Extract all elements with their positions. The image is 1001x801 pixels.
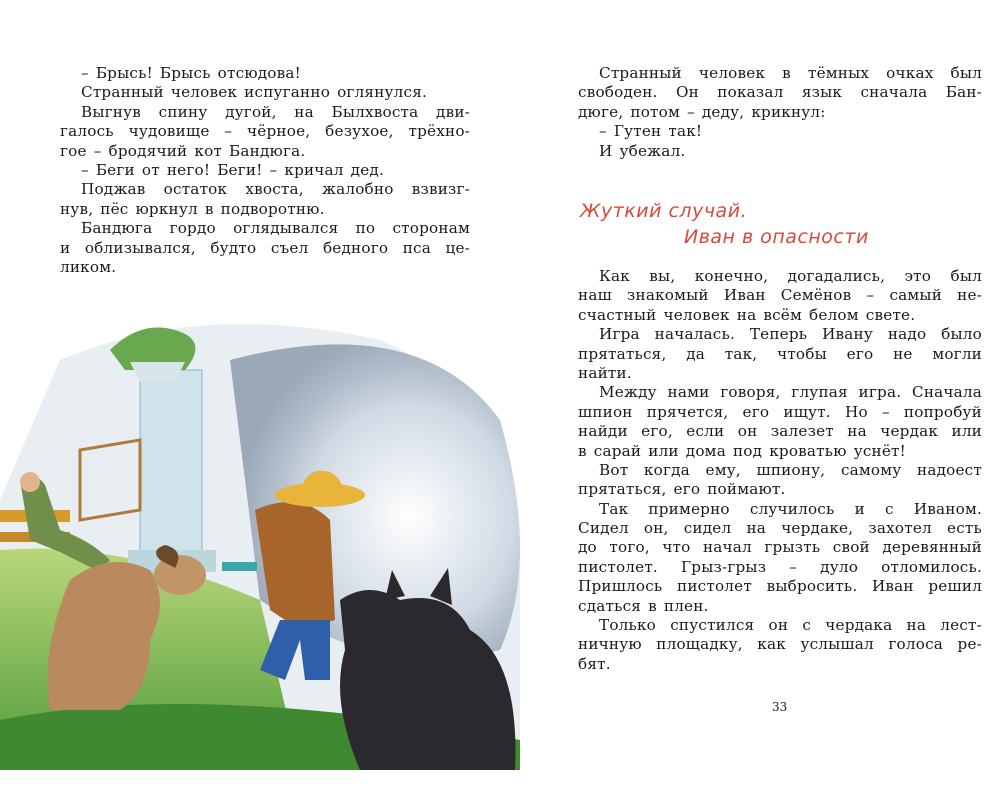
paragraph <box>578 500 982 616</box>
paragraph <box>60 161 470 180</box>
illustration <box>0 300 522 770</box>
paragraph <box>578 64 982 122</box>
text-line: дюге, потом – деду, крикнул: <box>578 102 826 121</box>
paragraph <box>578 325 982 383</box>
paragraph <box>578 383 982 461</box>
paragraph <box>60 103 470 161</box>
text-line: и облизывался, будто съел бедного пса це- <box>60 238 470 257</box>
text-line: наш знакомый Иван Семёнов – самый не- <box>578 286 982 305</box>
text-line: найти. <box>578 363 632 382</box>
paragraph <box>60 64 470 83</box>
paragraph <box>578 142 982 161</box>
text-line: Бандюга гордо оглядывался по сторонам <box>81 219 470 238</box>
text-line: Между нами говоря, глупая игра. Сначала <box>599 383 982 402</box>
stone-pillar <box>140 370 202 560</box>
text-line: Пришлось пистолет выбросить. Иван решил <box>578 577 982 596</box>
text-line: сдаться в плен. <box>578 596 709 615</box>
chapter-heading-line2: Иван в опасности <box>684 226 869 248</box>
text-line: прятаться, да так, чтобы его не могли <box>578 344 982 363</box>
paragraph <box>578 122 982 141</box>
text-line: счастный человек на всём белом свете. <box>578 305 916 324</box>
page-number: 33 <box>772 700 788 714</box>
paragraph <box>60 83 470 102</box>
text-line: ликом. <box>60 257 117 276</box>
text-line: Выгнув спину дугой, на Былхвоста дви- <box>81 102 470 121</box>
toy-gun <box>222 562 257 571</box>
text-line: свободен. Он показал язык сначала Бан- <box>578 83 982 102</box>
text-line: И убежал. <box>599 141 686 160</box>
chapter-heading-line1: Жуткий случай. <box>580 200 748 222</box>
text-line: Вот когда ему, шпиону, самому надоест <box>599 460 982 479</box>
paragraph <box>578 267 982 325</box>
text-line: Странный человек испуганно оглянулся. <box>81 83 428 102</box>
text-line: до того, что начал грызть свой деревянный <box>578 538 982 557</box>
text-line: пистолет. Грыз-грыз – дуло отломилось. <box>578 557 982 576</box>
text-line: Игра началась. Теперь Ивану надо было <box>599 325 982 344</box>
text-line: Поджав остаток хвоста, жалобно взвизг- <box>81 180 470 199</box>
paragraph <box>578 461 982 500</box>
text-line: Странный человек в тёмных очках был <box>599 64 982 82</box>
text-line: прятаться, его поймают. <box>578 480 786 499</box>
text-line: ничную площадку, как услышал голоса ре- <box>578 635 982 654</box>
text-line: гое – бродячий кот Бандюга. <box>60 141 306 160</box>
text-line: найди его, если он залезет на чердак или <box>578 422 982 441</box>
text-line: шпион прячется, его ищут. Но – попробуй <box>578 402 982 421</box>
text-line: – Беги от него! Беги! – кричал дед. <box>81 160 384 179</box>
paragraph <box>578 616 982 674</box>
text-line: – Брысь! Брысь отсюдова! <box>81 64 301 82</box>
text-line: в сарай или дома под кроватью уснёт! <box>578 441 906 460</box>
paragraph <box>60 180 470 219</box>
paragraph <box>60 219 470 277</box>
text-line: Сидел он, сидел на чердаке, захотел есть <box>578 519 982 538</box>
text-line: галось чудовище – чёрное, безухое, трёхно- <box>60 122 470 141</box>
text-line: бят. <box>578 654 611 673</box>
left-page-text <box>60 64 470 277</box>
text-line: Как вы, конечно, догадались, это был <box>599 267 982 285</box>
text-line: – Гутен так! <box>599 122 703 141</box>
right-page-text-top <box>578 64 982 161</box>
text-line: нув, пёс юркнул в подворотню. <box>60 199 325 218</box>
text-line: Только спустился он с чердака на лест- <box>599 616 982 635</box>
text-line: Так примерно случилось и с Иваном. <box>599 499 982 518</box>
right-page-text-body <box>578 267 982 674</box>
